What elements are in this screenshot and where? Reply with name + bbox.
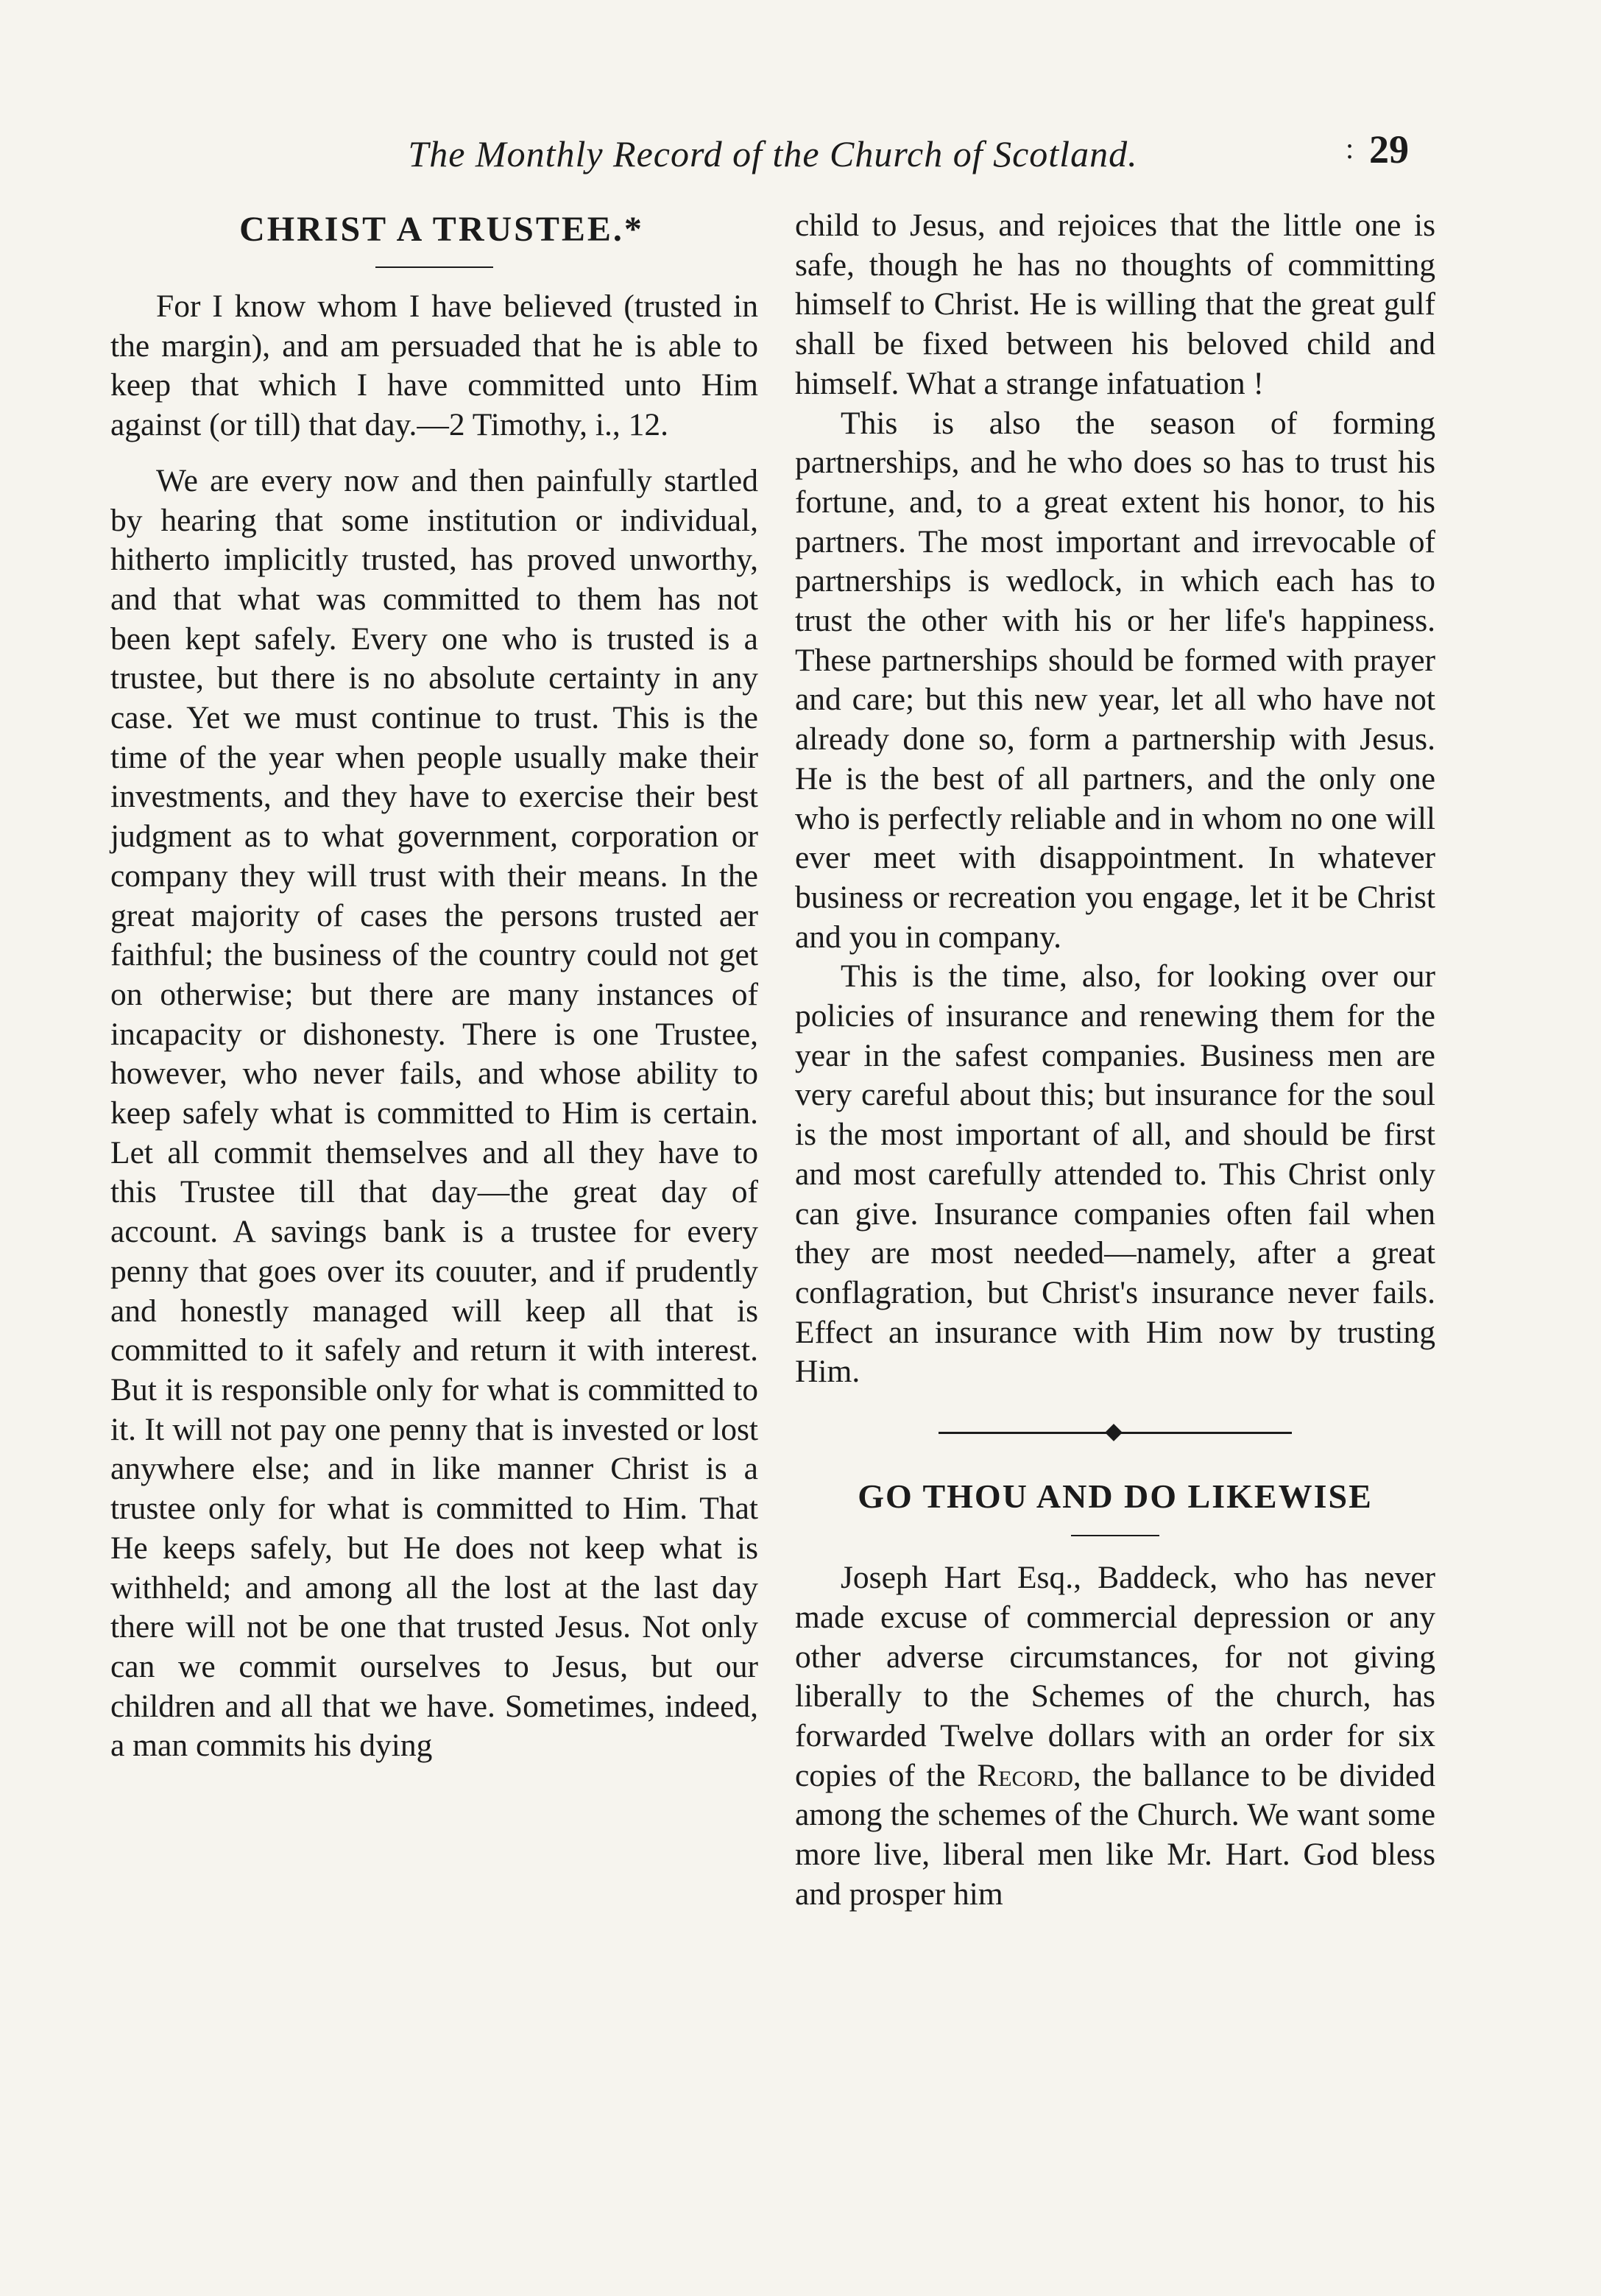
record-word: Record (977, 1757, 1073, 1793)
article-title-2: GO THOU AND DO LIKEWISE (858, 1477, 1373, 1516)
article-paragraph-3: This is the time, also, for looking over our policies of insurance and renewing them for the year in the safest companies. Business men are very careful about this; but insurance for the soul is the most important of all, and should be first and most carefully attended to. This Christ only can give. Insurance companies often fail when they are most needed—namely, after a great conflagration, but Christ's insurance never fails. Effect an insurance with Him now by trusting Him. (795, 958, 1435, 1390)
title-rule (375, 266, 493, 268)
article-title: CHRIST A TRUSTEE.* (239, 210, 644, 249)
title-rule-2 (1071, 1535, 1159, 1536)
left-column (110, 206, 758, 1766)
running-head: The Monthly Record of the Church of Scotland. (408, 133, 1138, 174)
notice-paragraph (795, 1558, 1435, 1914)
scripture-epigraph: For I know whom I have believed (trusted in the margin), and am persuaded that he is able to keep that which I have committed unto Him against (or till) that day.—2 Timothy, i., 12. (110, 289, 758, 443)
section-separator (939, 1421, 1292, 1444)
article-paragraph-1-part-2: child to Jesus, and rejoices that the little one is safe, though he has no thoughts of committing himself to Christ. He is willing that the great gulf shall be fixed between his beloved child and himself. What a strange infatuation ! (795, 208, 1435, 401)
diamond-ornament-icon (1105, 1424, 1123, 1441)
margin-mark: : (1346, 132, 1354, 165)
page-number: 29 (1369, 127, 1409, 172)
article-paragraph-1-part-1: We are every now and then painfully startled by hearing that some institution or individual, hitherto implicitly trusted, has proved unworthy, and that what was committed to them has not been kept safely. Every one who is trusted is a trustee, but there is no absolute certainty in any case. Yet we must continue to trust. This is the time of the year when people usually make their investments, and they have to exercise their best judgment as to what government, corporation or company they will trust with their means. In the great majority of cases the persons trusted aer faithful; the business of the country could not get on otherwise; but there are many instances of incapacity or dishonesty. There is one Trustee, however, who never fails, and whose ability to keep safely what is committed to Him is certain. Let all commit themselves and all they have to this Trustee till that day—the great day of account. A savings bank is a trustee for every penny that goes over its couuter, and if prudently and honestly managed will keep all that is committed to it safely and return it with interest. But it is responsible only for what is committed to it. It will not pay one penny that is invested or lost anywhere else; and in like manner Christ is a trustee only for what is committed to Him. That He keeps safely, but He does not keep what is withheld; and among all the lost at the last day there will not be one that trusted Jesus. Not only can we commit ourselves to Jesus, but our children and all that we have. Sometimes, indeed, a man commits his dying (110, 462, 758, 1764)
right-column (795, 206, 1435, 1914)
notice-text-before: Joseph Hart Esq., Baddeck, who has never made excuse of commercial depression or any other adverse circumstances, for not giving liberally to the Schemes of the church, has forwarded Twelve dollars with an order for six copies of the (795, 1560, 1435, 1793)
spacer (110, 445, 758, 462)
article-paragraph-2: This is also the season of forming partnerships, and he who does so has to trust his fortune, and, to a great extent his honor, to his partners. The most important and irrevocable of partnerships is wedlock, in which each has to trust the other with his or her life's happiness. These partnerships should be formed with prayer and care; but this new year, let all who have not already done so, form a partnership with Jesus. He is the best of all partners, and the only one who is perfectly reliable and in whom no one will ever meet with disappointment. In whatever business or recreation you engage, let it be Christ and you in company. (795, 405, 1435, 955)
notice-text-after: , the ballance to be divided among the schemes of the Church. We want some more live, liberal men like Mr. Hart. God bless and prosper him (795, 1757, 1435, 1912)
